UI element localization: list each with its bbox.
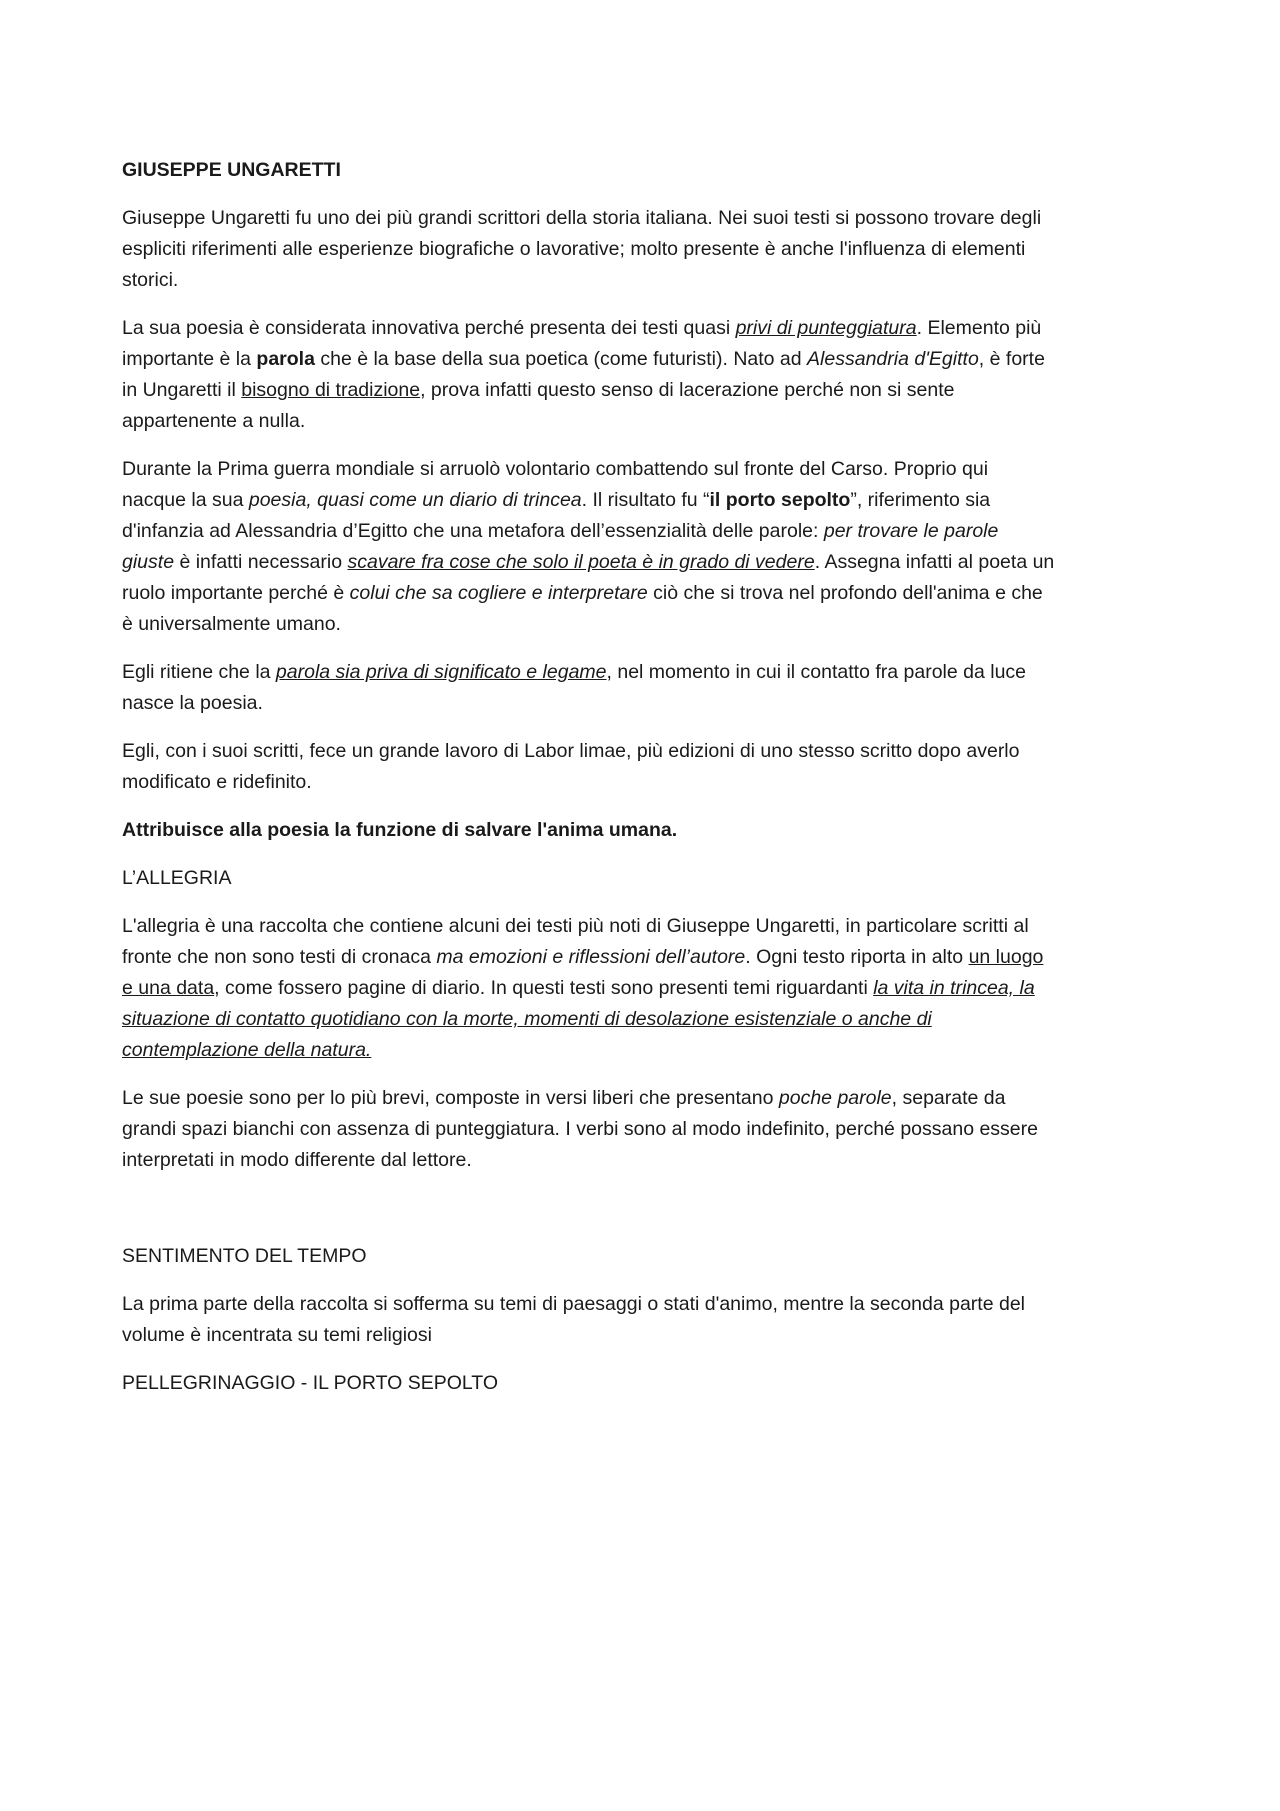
blank-space [122, 1193, 1160, 1241]
paragraph-labor-limae [122, 736, 1160, 798]
text-line: espliciti riferimenti alle esperienze biografiche o lavorative; molto presente è anche l'influenza di elementi [122, 238, 1026, 260]
text-span: ”, riferimento sia [850, 489, 991, 511]
heading-allegria [122, 863, 1160, 894]
text-line [122, 375, 1160, 406]
bold-span: parola [256, 348, 315, 370]
text-line [122, 973, 1160, 1004]
section-heading: L’ALLEGRIA [122, 867, 232, 889]
italic-span: giuste [122, 551, 175, 573]
text-line [122, 942, 1160, 973]
text-line: contemplazione della natura. [122, 1039, 372, 1061]
text-span: ciò che si trova nel profondo dell'anima e che [647, 582, 1043, 604]
text-span: importante è la [122, 348, 257, 370]
italic-span: poche parole [778, 1087, 892, 1109]
text-line [122, 1083, 1160, 1114]
italic-span: poesia, quasi come un diario di trincea [248, 489, 582, 511]
document-title [122, 155, 1160, 186]
italic-span: colui che sa cogliere e interpretare [349, 582, 648, 604]
underline-span: e una data [122, 977, 215, 999]
text-line: L'allegria è una raccolta che contiene alcuni dei testi più noti di Giuseppe Ungaretti, in particolare scritti al [122, 915, 1029, 937]
heading-sentimento [122, 1241, 1160, 1272]
text-span: , prova infatti questo senso di lacerazione perché non si sente [420, 379, 955, 401]
paragraph-poetry [122, 313, 1160, 437]
text-span: . Elemento più [916, 317, 1042, 339]
text-span: , è forte [978, 348, 1045, 370]
text-line [122, 313, 1160, 344]
text-span: ruolo importante perché è [122, 582, 350, 604]
paragraph-war [122, 454, 1160, 640]
italic-span: per trovare le parole [823, 520, 999, 542]
text-span: . Assegna infatti al poeta un [814, 551, 1055, 573]
text-span: Egli ritiene che la [122, 661, 276, 683]
bold-statement: Attribuisce alla poesia la funzione di salvare l'anima umana. [122, 819, 678, 841]
text-line: nasce la poesia. [122, 692, 263, 714]
text-line: volume è incentrata su temi religiosi [122, 1324, 432, 1346]
emphasis-span: privi di punteggiatura [735, 317, 917, 339]
text-line [122, 516, 1160, 547]
emphasis-span: parola sia priva di significato e legame [275, 661, 607, 683]
underline-span: un luogo [968, 946, 1044, 968]
paragraph-intro [122, 203, 1160, 296]
emphasis-span: la vita in trincea, la [873, 977, 1035, 999]
paragraph-word [122, 657, 1160, 719]
text-line: situazione di contatto quotidiano con la morte, momenti di desolazione esistenziale o anche di [122, 1008, 932, 1030]
text-span: fronte che non sono testi di cronaca [122, 946, 437, 968]
text-span: nacque la sua [122, 489, 249, 511]
paragraph-function [122, 815, 1160, 846]
text-line: modificato e ridefinito. [122, 771, 312, 793]
text-span: . Ogni testo riporta in alto [745, 946, 969, 968]
text-span: . Il risultato fu “ [581, 489, 710, 511]
text-line: storici. [122, 269, 179, 291]
emphasis-span: scavare fra cose che solo il poeta è in grado di vedere [347, 551, 815, 573]
text-line: interpretati in modo differente dal lettore. [122, 1149, 472, 1171]
text-line: grandi spazi bianchi con assenza di punteggiatura. I verbi sono al modo indefinito, perché possano essere [122, 1118, 1038, 1140]
text-span: , nel momento in cui il contatto fra parole da luce [606, 661, 1027, 683]
text-line [122, 547, 1160, 578]
text-line: Durante la Prima guerra mondiale si arruolò volontario combattendo sul fronte del Carso. Proprio qui [122, 458, 989, 480]
section-heading: SENTIMENTO DEL TEMPO [122, 1245, 367, 1267]
title-text: GIUSEPPE UNGARETTI [122, 159, 341, 181]
text-span: La sua poesia è considerata innovativa perché presenta dei testi quasi [122, 317, 736, 339]
paragraph-style [122, 1083, 1160, 1176]
text-line: Giuseppe Ungaretti fu uno dei più grandi scrittori della storia italiana. Nei suoi testi si possono trovare degli [122, 207, 1042, 229]
paragraph-sentimento [122, 1289, 1160, 1351]
text-line: è universalmente umano. [122, 613, 341, 635]
text-span: , come fossero pagine di diario. In questi testi sono presenti temi riguardanti [214, 977, 874, 999]
text-line [122, 485, 1160, 516]
italic-span: Alessandria d'Egitto [807, 348, 979, 370]
text-span: è infatti necessario [174, 551, 348, 573]
text-line: appartenente a nulla. [122, 410, 306, 432]
text-line [122, 344, 1160, 375]
text-span: che è la base della sua poetica (come futuristi). Nato ad [314, 348, 808, 370]
underline-span: bisogno di tradizione [241, 379, 421, 401]
text-span: in Ungaretti il [122, 379, 242, 401]
italic-span: ma emozioni e riflessioni dell’autore [436, 946, 746, 968]
paragraph-allegria [122, 911, 1160, 1066]
bold-span: il porto sepolto [709, 489, 851, 511]
text-line [122, 657, 1160, 688]
heading-pellegrinaggio [122, 1368, 1160, 1399]
text-line [122, 578, 1160, 609]
text-span: , separate da [891, 1087, 1006, 1109]
text-line: Egli, con i suoi scritti, fece un grande lavoro di Labor limae, più edizioni di uno stesso scritto dopo averlo [122, 740, 1020, 762]
text-span: d'infanzia ad Alessandria d’Egitto che una metafora dell’essenzialità delle parole: [122, 520, 824, 542]
text-span: Le sue poesie sono per lo più brevi, composte in versi liberi che presentano [122, 1087, 779, 1109]
text-line: La prima parte della raccolta si sofferma su temi di paesaggi o stati d'animo, mentre la seconda parte del [122, 1293, 1026, 1315]
section-heading: PELLEGRINAGGIO - IL PORTO SEPOLTO [122, 1372, 499, 1394]
